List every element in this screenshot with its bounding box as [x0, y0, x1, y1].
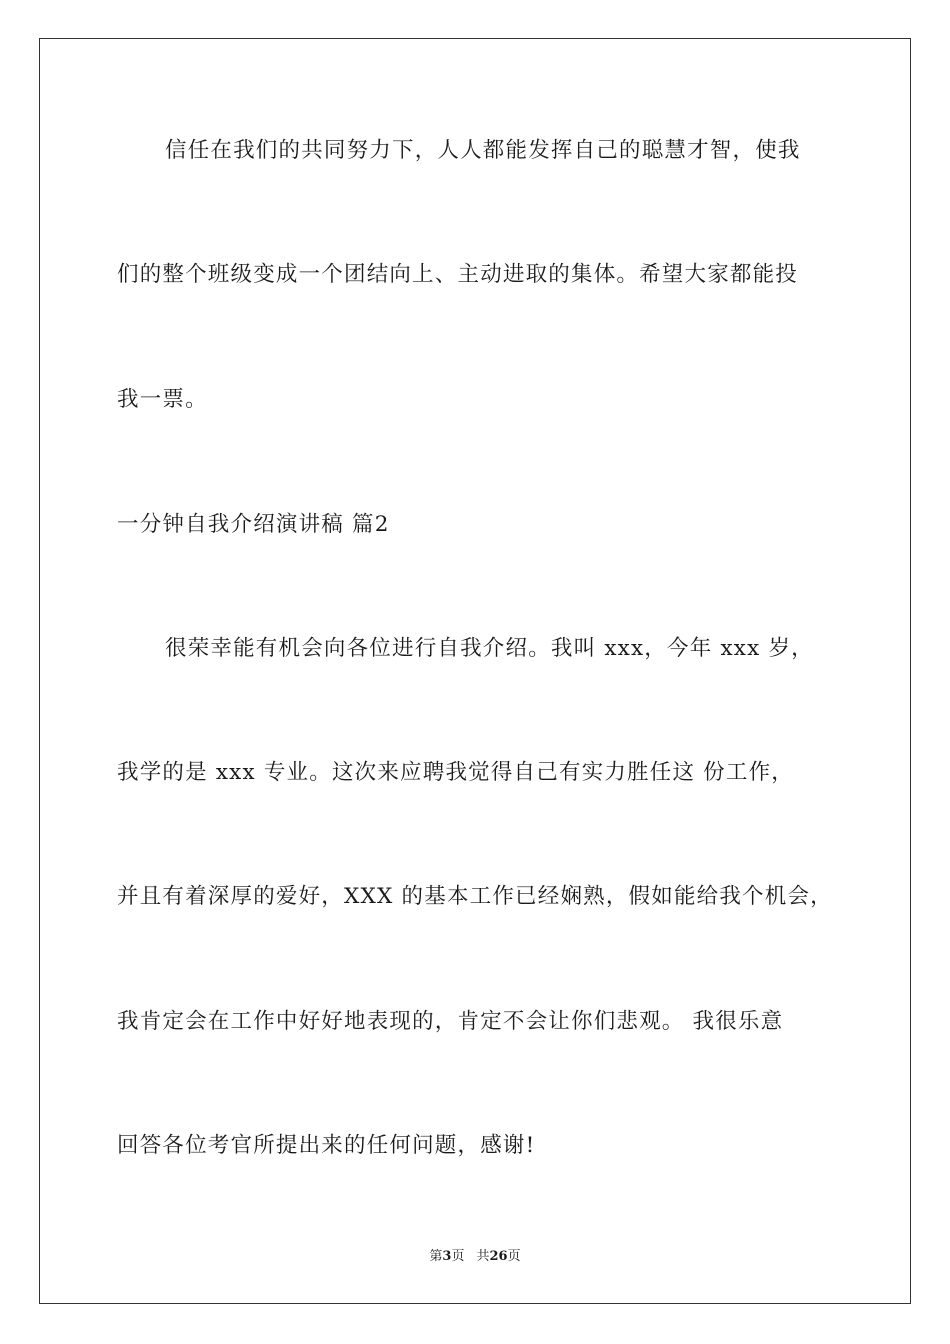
total-prefix: 共 — [476, 1249, 490, 1264]
total-suffix: 页 — [507, 1249, 521, 1264]
paragraph-line: 我一票。 — [117, 387, 208, 412]
paragraph-line: 回答各位考官所提出来的任何问题，感谢! — [117, 1133, 536, 1158]
page-footer — [0, 1248, 950, 1266]
section-heading: 一分钟自我介绍演讲稿 篇2 — [117, 512, 390, 537]
paragraph-line: 们的整个班级变成一个团结向上、主动进取的集体。希望大家都能投 — [117, 262, 799, 287]
paragraph-line: 我学的是 xxx 专业。这次来应聘我觉得自己有实力胜任这 份工作， — [117, 760, 794, 785]
total-pages: 26 — [489, 1249, 508, 1264]
page-suffix: 页 — [451, 1249, 465, 1264]
page-prefix: 第 — [429, 1249, 443, 1264]
paragraph-line: 很荣幸能有机会向各位进行自我介绍。我叫 xxx，今年 xxx 岁， — [165, 636, 814, 661]
paragraph-line: 信任在我们的共同努力下，人人都能发挥自己的聪慧才智，使我 — [165, 138, 801, 163]
page-border — [39, 38, 911, 1304]
paragraph-line: 并且有着深厚的爱好，XXX 的基本工作已经娴熟，假如能给我个机会， — [117, 884, 833, 909]
paragraph-line: 我肯定会在工作中好好地表现的，肯定不会让你们悲观。 我很乐意 — [117, 1009, 784, 1034]
page-number: 3 — [442, 1249, 452, 1264]
